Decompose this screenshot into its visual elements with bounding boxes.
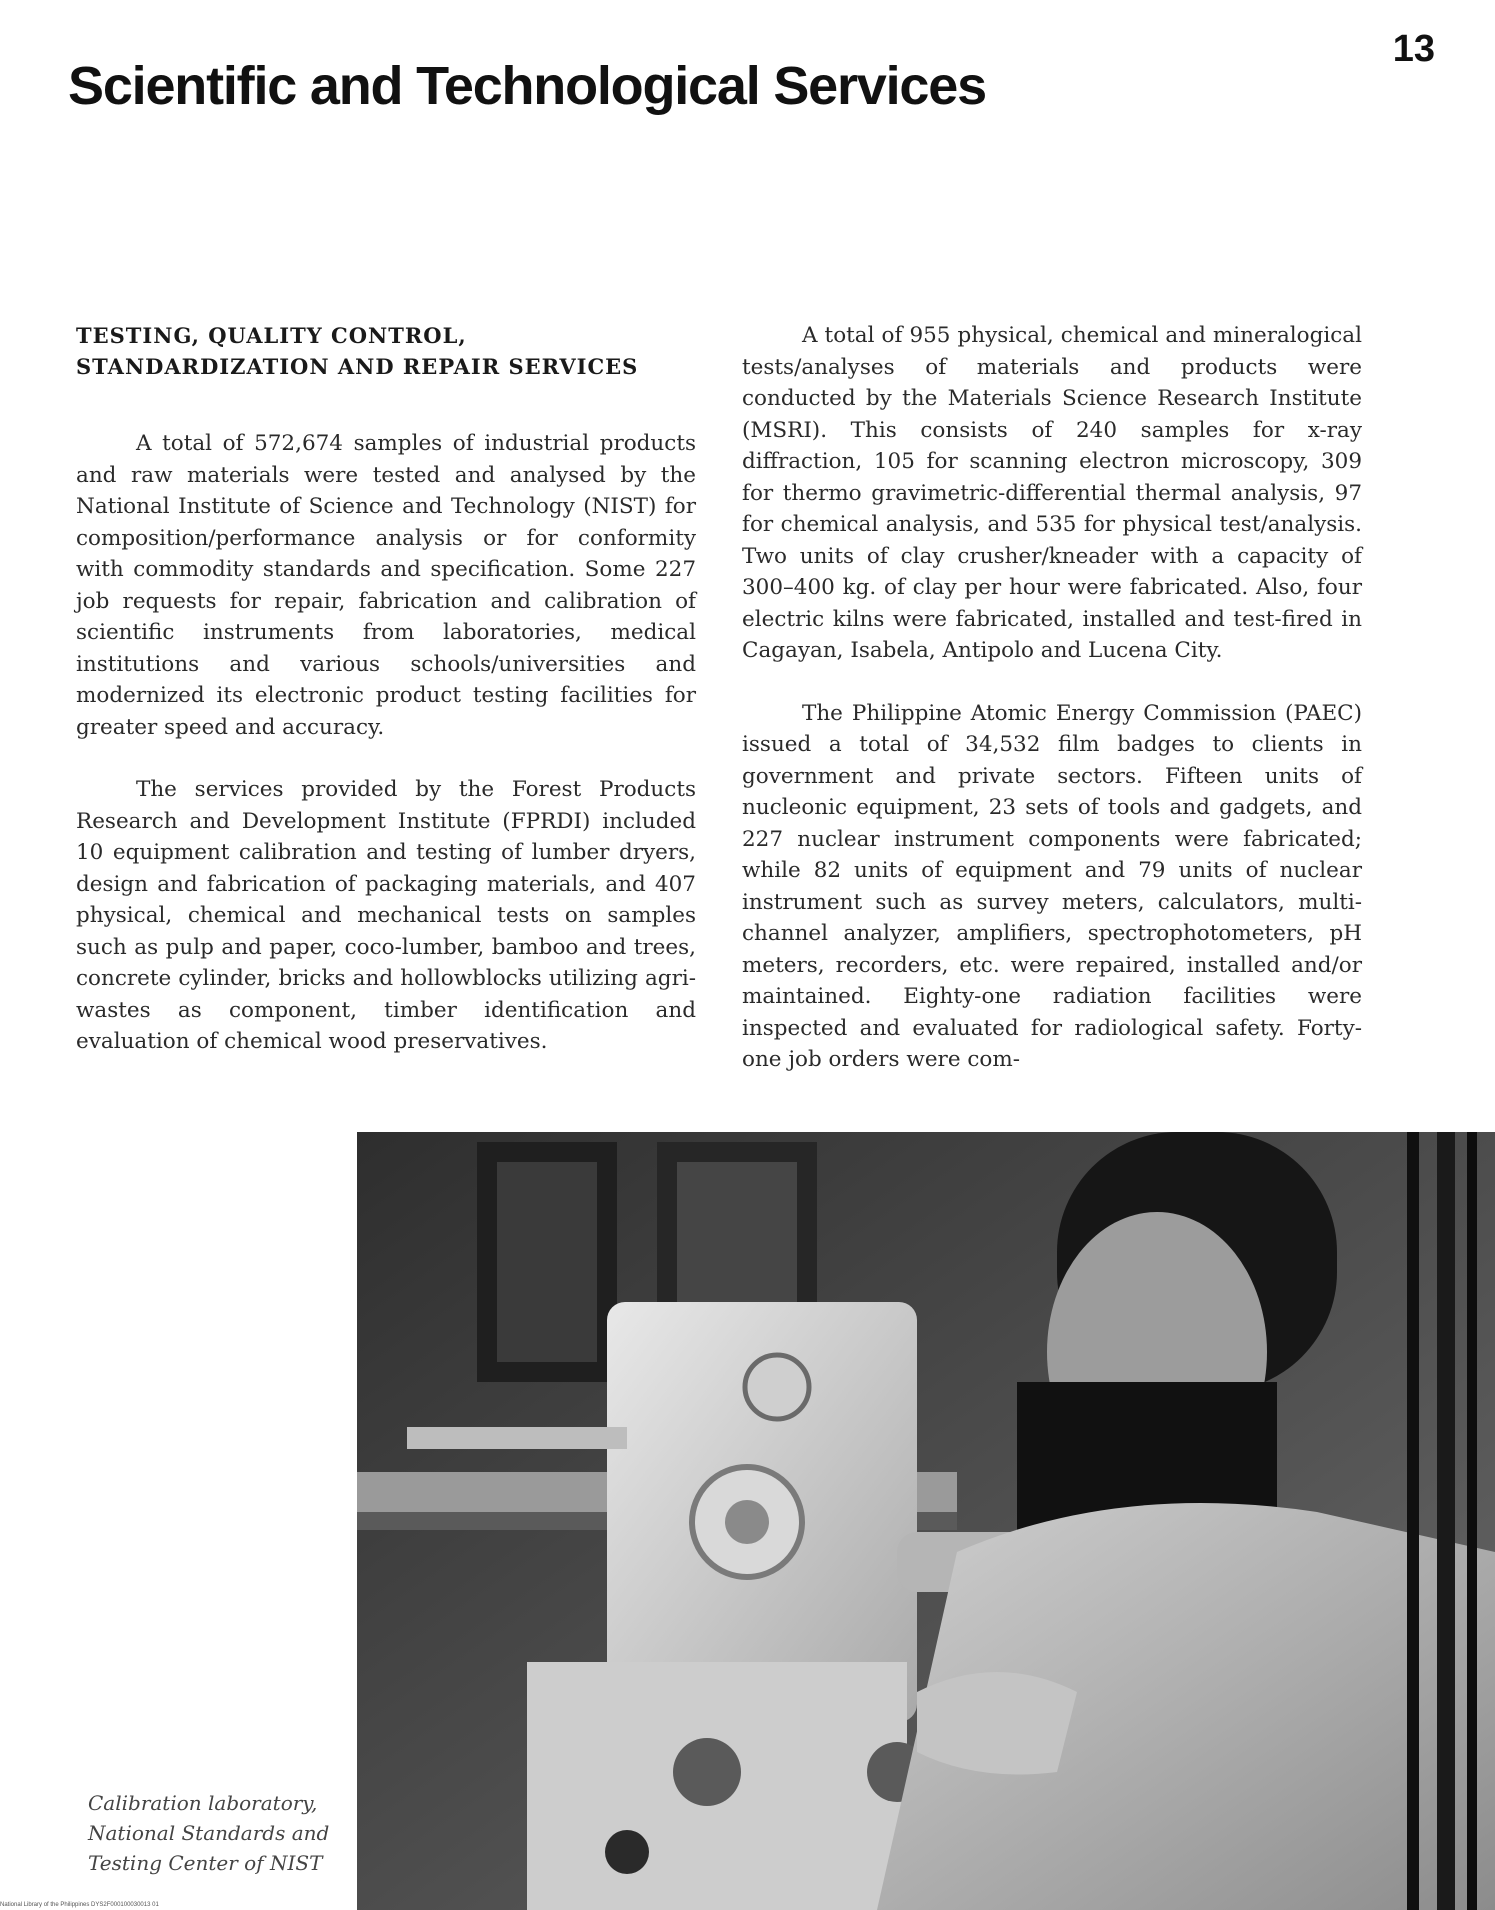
left-column [76, 320, 696, 1089]
paragraph-msri: A total of 955 physical, chemical and mineralogical tests/analyses of materials and products were conducted by the Materials Science Research Institute (MSRI). This consists of 240 samples for x-ray diffraction, 105 for scanning electron microscopy, 309 for thermo gravimetric-differential thermal analysis, 97 for chemical analysis, and 535 for physical test/analysis. Two units of clay crusher/kneader with a capacity of 300–400 kg. of clay per hour were fabricated. Also, four electric kilns were fabricated, installed and test-fired in Cagayan, Isabela, Antipolo and Lucena City. [742, 323, 1362, 663]
paragraph-fprdi: The services provided by the Forest Products Research and Development Institute (FPRDI) included 10 equipment calibration and testing of lumber dryers, design and fabrication of packaging materials, and 407 physical, chemical and mechanical tests on samples such as pulp and paper, coco-lumber, bamboo and trees, concrete cylinder, bricks and hollowblocks utilizing agri-wastes as component, timber identification and evaluation of chemical wood preservatives. [76, 777, 696, 1054]
laboratory-photo [357, 1132, 1495, 1910]
photo-caption [88, 1788, 348, 1878]
paragraph-nist: A total of 572,674 samples of industrial products and raw materials were tested and analysed by the National Institute of Science and Technology (NIST) for composition/performance analysis or for conformity with commodity standards and specification. Some 227 job requests for repair, fabrication and calibration of scientific instruments from laboratories, medical institutions and various schools/universities and modernized its electronic product testing facilities for greater speed and accuracy. [76, 431, 696, 740]
page-number: 13 [1392, 28, 1435, 70]
laboratory-photo-illustration [357, 1132, 1495, 1910]
page-title: Scientific and Technological Services [68, 56, 986, 116]
caption-line: Testing Center of NIST [88, 1851, 323, 1875]
caption-line: Calibration laboratory, [88, 1791, 318, 1815]
right-column [742, 320, 1362, 1076]
section-heading: TESTING, QUALITY CONTROL, STANDARDIZATION AND REPAIR SERVICES [76, 323, 639, 379]
caption-line: National Standards and [88, 1821, 330, 1845]
paragraph-paec: The Philippine Atomic Energy Commission (PAEC) issued a total of 34,532 film badges to clients in government and private sectors. Fifteen units of nucleonic equipment, 23 sets of tools and gadgets, and 227 nuclear instrument components were fabricated; while 82 units of equipment and 79 units of nuclear instrument such as survey meters, calculators, multi-channel analyzer, amplifiers, spectrophotometers, pH meters, recorders, etc. were repaired, installed and/or maintained. Eighty-one radiation facilities were inspected and evaluated for radiological safety. Forty-one job orders were com- [742, 700, 1362, 1072]
archive-footer-note: National Library of the Philippines DYS2F000100030013 01 [0, 1902, 159, 1908]
